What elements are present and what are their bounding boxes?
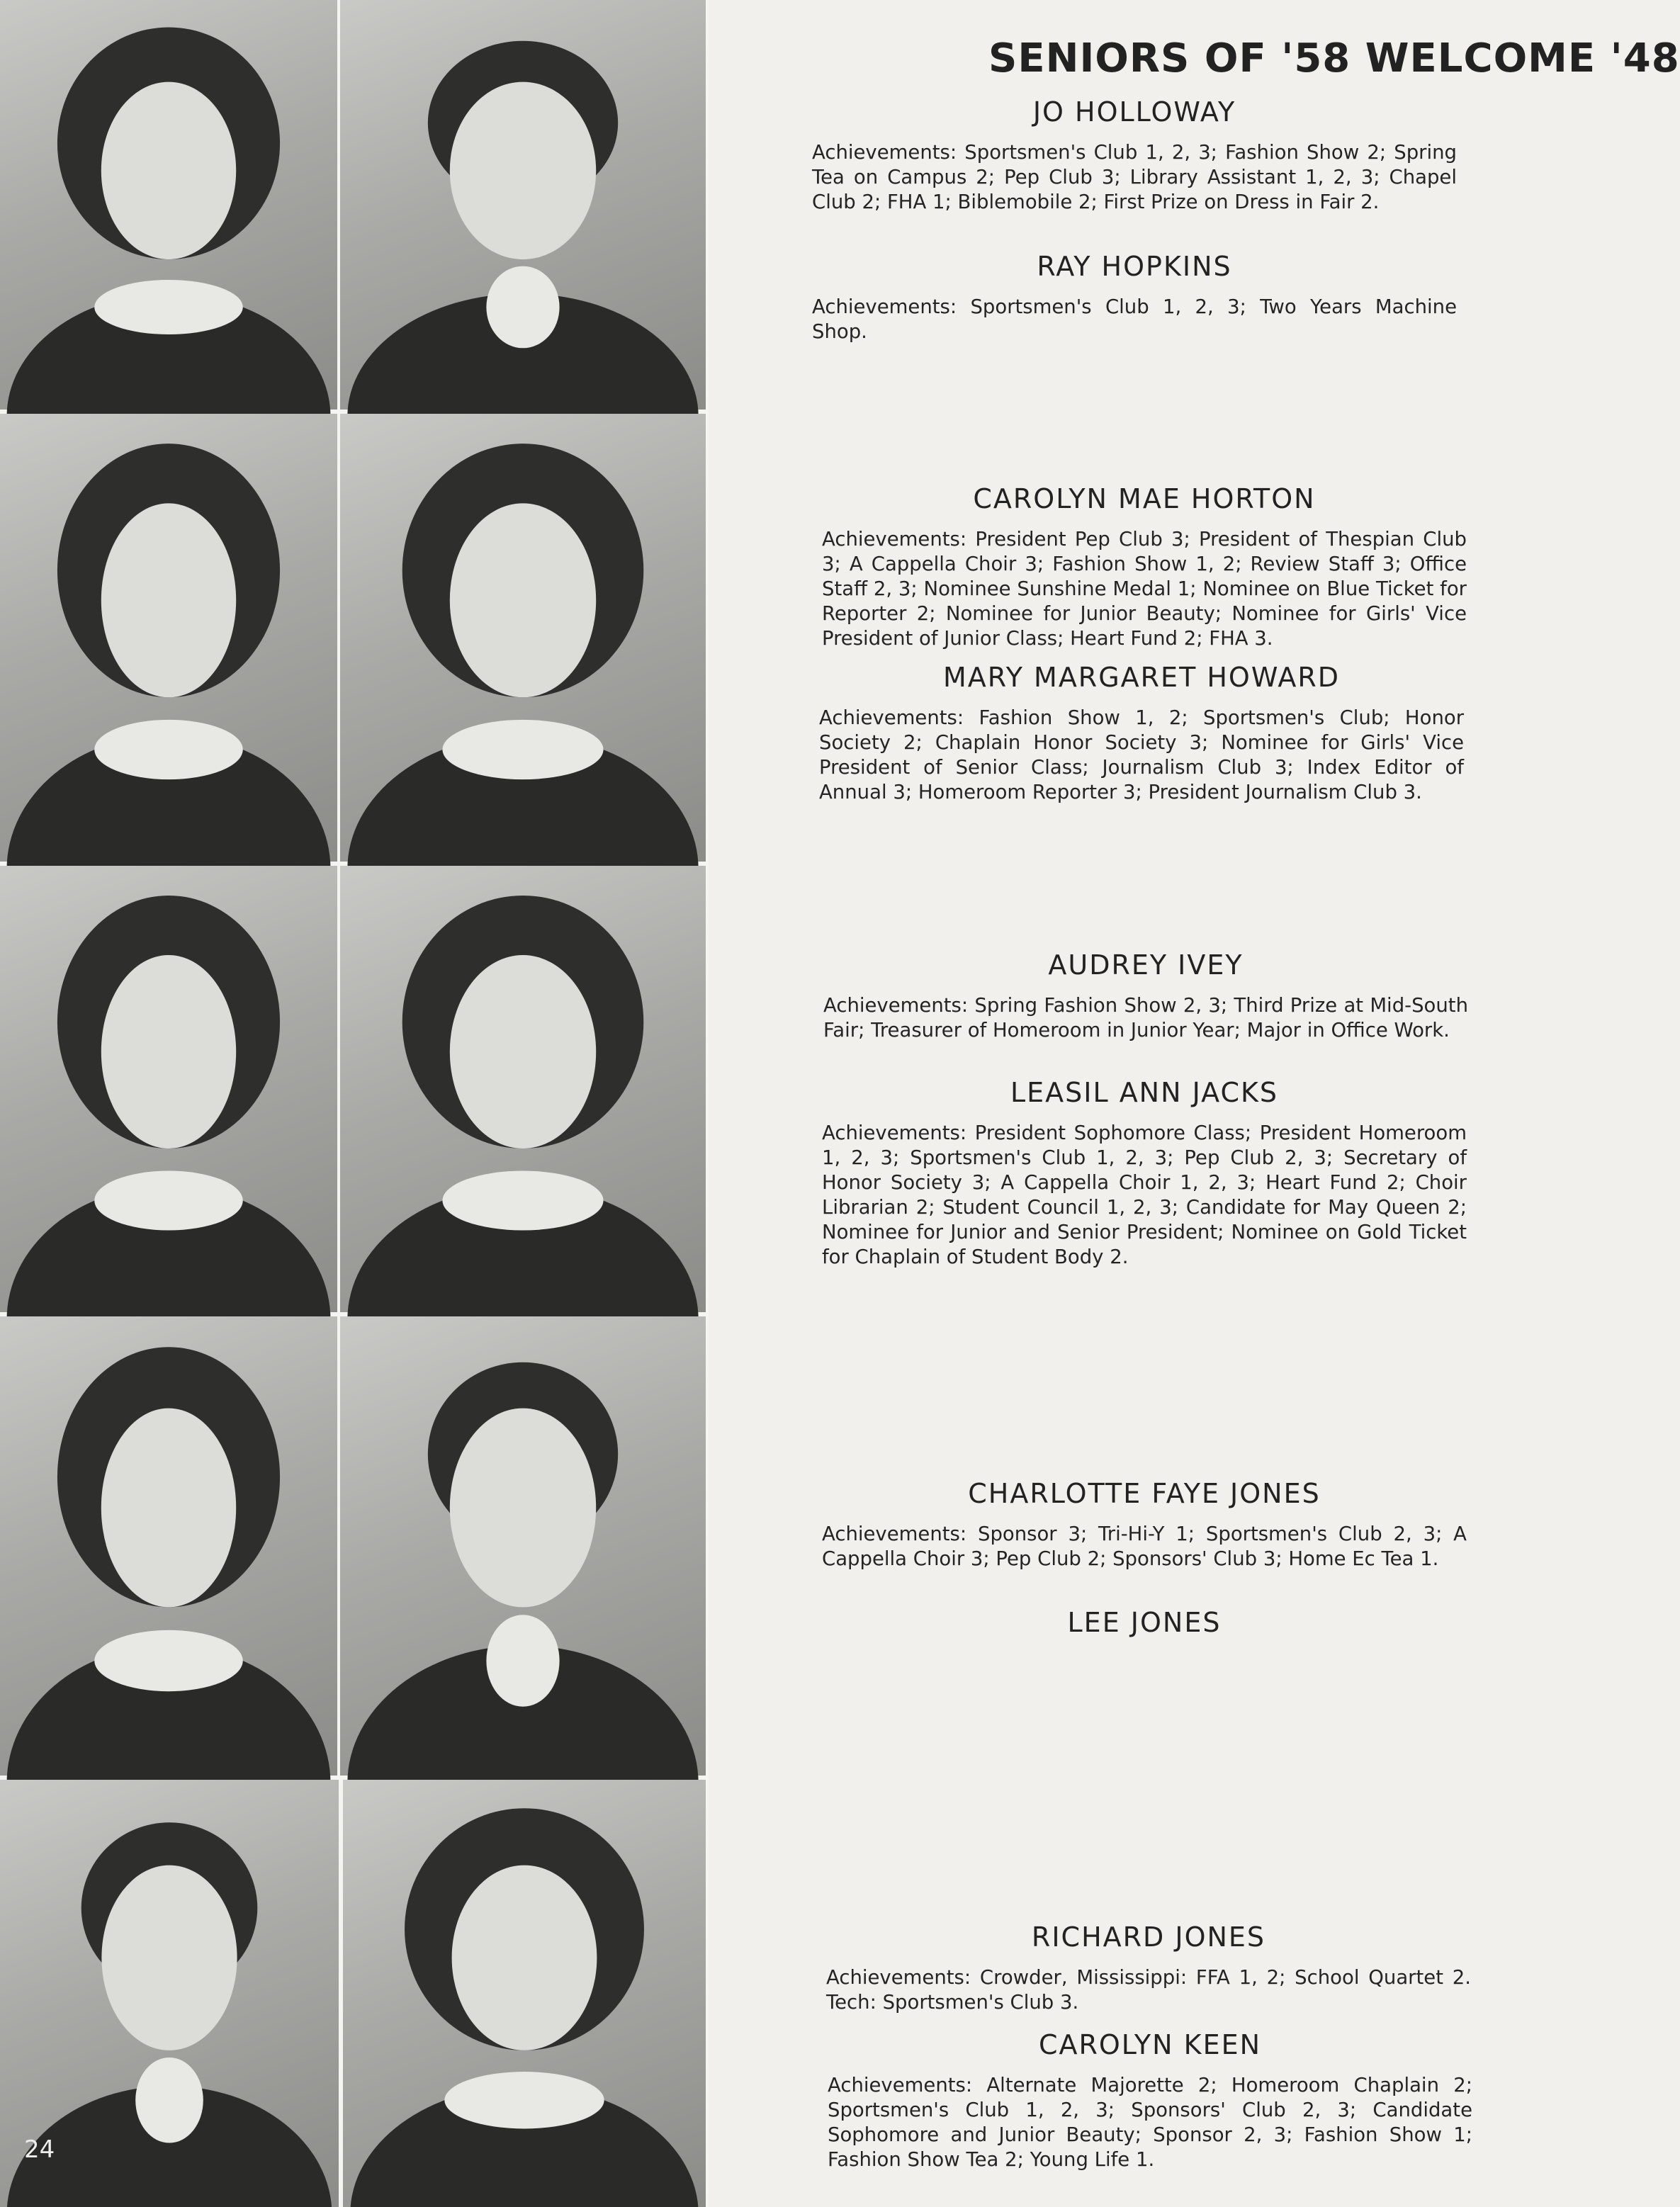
photo-column — [0, 0, 709, 2207]
face-shape — [450, 503, 596, 697]
collar-shape — [442, 1171, 603, 1231]
portrait-silhouette — [0, 0, 337, 410]
achievements-text: Achievements: Sportsmen's Club 1, 2, 3; Fashion Show 2; Spring Tea on Campus 2; Pep Club 3; Library Assistant 1, 2, 3; Chapel Club 2; FHA 1; Biblemobile 2; First Prize on Dress in Fair 2. — [812, 141, 1457, 213]
face-shape — [450, 955, 596, 1148]
achievements-text: Achievements: President Pep Club 3; President of Thespian Club 3; A Cappella Choir 3; Fashion Show 1, 2; Review Staff 3; Office Staff 2, 3; Nominee Sunshine Medal 1; Nominee on Blue Ticket for Reporter 2; Nominee for Junior Beauty; Nominee for Girls' Vice President of Junior Class; Heart Fund 2; FHA 3. — [822, 528, 1467, 650]
achievements-text: Achievements: Fashion Show 1, 2; Sportsmen's Club; Honor Society 2; Chaplain Honor Society 3; Nominee for Girls' Vice President of Senior Class; Journalism Club 3; Index Editor of Annual 3; Homeroom Reporter 3; President Journalism Club 3. — [819, 706, 1464, 803]
portrait-silhouette — [0, 866, 337, 1312]
achievements-text: Achievements: Alternate Majorette 2; Homeroom Chaplain 2; Sportsmen's Club 1, 2, 3; Sponsors' Club 2, 3; Candidate Sophomore and Junior Beauty; Sponsor 2, 3; Fashion Show 1; Fashion Show Tea 2; Young Life 1. — [828, 2074, 1472, 2171]
student-name: RAY HOPKINS — [1037, 251, 1232, 282]
collar-shape — [135, 2058, 203, 2143]
portrait-silhouette — [340, 414, 706, 862]
entry-lee-jones — [822, 1607, 1467, 1651]
collar-shape — [444, 2072, 604, 2128]
portrait-silhouette — [343, 1780, 706, 2207]
ray-hopkins-photo — [340, 0, 706, 410]
student-name: CAROLYN KEEN — [1038, 2029, 1262, 2060]
achievements-text: Achievements: Spring Fashion Show 2, 3; Third Prize at Mid-South Fair; Treasurer of Homeroom in Junior Year; Major in Office Work. — [823, 994, 1468, 1042]
student-name: CHARLOTTE FAYE JONES — [968, 1478, 1321, 1509]
face-shape — [452, 1865, 597, 2050]
carolyn-mae-horton-photo — [0, 414, 337, 862]
student-name: MARY MARGARET HOWARD — [942, 662, 1340, 693]
collar-shape — [486, 1615, 559, 1707]
carolyn-keen-photo — [343, 1780, 706, 2207]
entry-mary-margaret-howard — [819, 662, 1464, 805]
achievements-text: Achievements: Sportsmen's Club 1, 2, 3; Two Years Machine Shop. — [812, 295, 1457, 343]
entry-audrey-ivey — [823, 949, 1468, 1043]
entry-carolyn-keen — [828, 2029, 1472, 2172]
portrait-silhouette — [340, 866, 706, 1312]
student-name: CAROLYN MAE HORTON — [973, 483, 1316, 514]
face-shape — [101, 503, 236, 697]
face-shape — [101, 1409, 236, 1608]
entry-leasil-ann-jacks — [822, 1077, 1467, 1270]
student-name: LEE JONES — [1067, 1607, 1222, 1638]
charlotte-faye-jones-photo — [0, 1316, 337, 1776]
face-shape — [101, 1865, 237, 2050]
face-shape — [450, 1409, 596, 1608]
collar-shape — [442, 720, 603, 779]
entry-ray-hopkins — [812, 251, 1457, 344]
portrait-silhouette — [340, 0, 706, 410]
face-shape — [101, 82, 236, 259]
student-name: AUDREY IVEY — [1048, 949, 1244, 981]
collar-shape — [94, 280, 242, 334]
achievements-text: Achievements: Sponsor 3; Tri-Hi-Y 1; Sportsmen's Club 2, 3; A Cappella Choir 3; Pep Club 2; Sponsors' Club 3; Home Ec Tea 1. — [822, 1523, 1467, 1570]
entry-jo-holloway — [812, 96, 1457, 215]
portrait-silhouette — [340, 1316, 706, 1776]
portrait-silhouette — [0, 414, 337, 862]
leasil-ann-jacks-photo — [340, 866, 706, 1312]
page-title: SENIORS OF '58 WELCOME '48 — [988, 35, 1680, 81]
jo-holloway-photo — [0, 0, 337, 410]
page-number: 24 — [24, 2135, 55, 2164]
student-name: JO HOLLOWAY — [1032, 96, 1236, 128]
entry-carolyn-mae-horton — [822, 483, 1467, 651]
portrait-silhouette — [0, 1316, 337, 1776]
collar-shape — [94, 1630, 242, 1691]
collar-shape — [94, 720, 242, 779]
audrey-ivey-photo — [0, 866, 337, 1312]
collar-shape — [94, 1171, 242, 1231]
face-shape — [450, 82, 596, 259]
achievements-text: Achievements: President Sophomore Class; President Homeroom 1, 2, 3; Sportsmen's Club 1, 2, 3; Pep Club 2, 3; Secretary of Honor Society 3; A Cappella Choir 1, 2, 3; Heart Fund 2; Choir Librarian 2; Student Council 1, 2, 3; Candidate for May Queen 2; Nominee for Junior and Senior President; Nominee on Gold Ticket for Chaplain of Student Body 2. — [822, 1122, 1467, 1268]
face-shape — [101, 955, 236, 1148]
collar-shape — [486, 266, 559, 349]
mary-margaret-howard-photo — [340, 414, 706, 862]
achievements-text: Achievements: Crowder, Mississippi: FFA 1, 2; School Quartet 2. Tech: Sportsmen's Club 3. — [826, 1966, 1471, 2014]
student-name: LEASIL ANN JACKS — [1010, 1077, 1279, 1108]
student-name: RICHARD JONES — [1031, 1921, 1266, 1953]
lee-jones-photo — [340, 1316, 706, 1776]
entry-richard-jones — [826, 1921, 1471, 2015]
entry-charlotte-faye-jones — [822, 1478, 1467, 1571]
